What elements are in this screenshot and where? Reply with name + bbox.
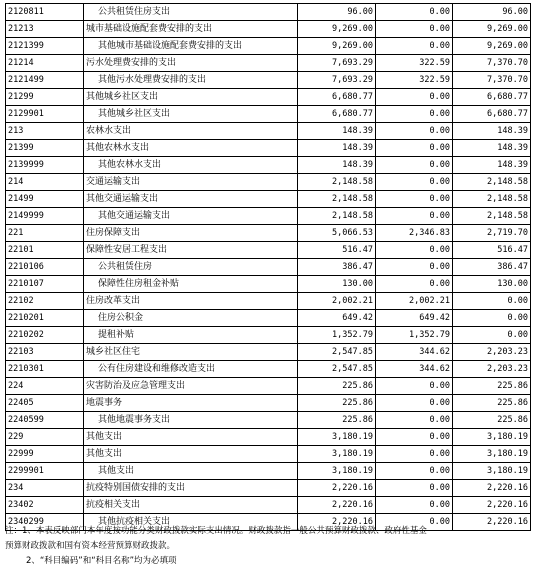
project-expenditure-cell: 516.47 bbox=[453, 242, 531, 259]
subject-name-cell: 其他农林水支出 bbox=[84, 140, 298, 157]
subject-code-cell: 21399 bbox=[6, 140, 84, 157]
subject-name-cell: 其他交通运输支出 bbox=[84, 191, 298, 208]
subject-name-cell: 其他城市基础设施配套费安排的支出 bbox=[84, 38, 298, 55]
basic-expenditure-cell: 0.00 bbox=[376, 123, 453, 140]
project-expenditure-cell: 225.86 bbox=[453, 412, 531, 429]
subject-code-cell: 22405 bbox=[6, 395, 84, 412]
subject-code-cell: 2340299 bbox=[6, 514, 84, 531]
total-amount-cell: 9,269.00 bbox=[298, 21, 376, 38]
table-row bbox=[6, 140, 531, 157]
subject-code-cell: 229 bbox=[6, 429, 84, 446]
project-expenditure-cell: 2,220.16 bbox=[453, 514, 531, 531]
subject-code-cell: 22101 bbox=[6, 242, 84, 259]
total-amount-cell: 2,002.21 bbox=[298, 293, 376, 310]
total-amount-cell: 5,066.53 bbox=[298, 225, 376, 242]
subject-code-cell: 22999 bbox=[6, 446, 84, 463]
expenditure-table bbox=[5, 3, 531, 531]
total-amount-cell: 148.39 bbox=[298, 123, 376, 140]
total-amount-cell: 225.86 bbox=[298, 395, 376, 412]
subject-code-cell: 234 bbox=[6, 480, 84, 497]
total-amount-cell: 3,180.19 bbox=[298, 463, 376, 480]
basic-expenditure-cell: 0.00 bbox=[376, 191, 453, 208]
project-expenditure-cell: 3,180.19 bbox=[453, 463, 531, 480]
basic-expenditure-cell: 0.00 bbox=[376, 429, 453, 446]
project-expenditure-cell: 225.86 bbox=[453, 395, 531, 412]
project-expenditure-cell: 386.47 bbox=[453, 259, 531, 276]
subject-code-cell: 23402 bbox=[6, 497, 84, 514]
total-amount-cell: 96.00 bbox=[298, 4, 376, 21]
subject-code-cell: 21213 bbox=[6, 21, 84, 38]
basic-expenditure-cell: 1,352.79 bbox=[376, 327, 453, 344]
subject-name-cell: 抗疫相关支出 bbox=[84, 497, 298, 514]
project-expenditure-cell: 2,148.58 bbox=[453, 208, 531, 225]
total-amount-cell: 6,680.77 bbox=[298, 89, 376, 106]
project-expenditure-cell: 7,370.70 bbox=[453, 55, 531, 72]
basic-expenditure-cell: 0.00 bbox=[376, 514, 453, 531]
table-row bbox=[6, 378, 531, 395]
project-expenditure-cell: 2,148.58 bbox=[453, 174, 531, 191]
total-amount-cell: 2,220.16 bbox=[298, 497, 376, 514]
table-body bbox=[6, 4, 531, 531]
subject-name-cell: 保障性安居工程支出 bbox=[84, 242, 298, 259]
total-amount-cell: 2,547.85 bbox=[298, 344, 376, 361]
total-amount-cell: 130.00 bbox=[298, 276, 376, 293]
project-expenditure-cell: 2,203.23 bbox=[453, 344, 531, 361]
basic-expenditure-cell: 0.00 bbox=[376, 4, 453, 21]
basic-expenditure-cell: 0.00 bbox=[376, 259, 453, 276]
project-expenditure-cell: 9,269.00 bbox=[453, 38, 531, 55]
total-amount-cell: 225.86 bbox=[298, 378, 376, 395]
subject-name-cell: 其他城乡社区支出 bbox=[84, 89, 298, 106]
subject-name-cell: 灾害防治及应急管理支出 bbox=[84, 378, 298, 395]
project-expenditure-cell: 0.00 bbox=[453, 327, 531, 344]
subject-name-cell: 公共租赁住房 bbox=[84, 259, 298, 276]
basic-expenditure-cell: 0.00 bbox=[376, 497, 453, 514]
table-row bbox=[6, 259, 531, 276]
total-amount-cell: 2,148.58 bbox=[298, 174, 376, 191]
subject-name-cell: 其他地震事务支出 bbox=[84, 412, 298, 429]
total-amount-cell: 7,693.29 bbox=[298, 72, 376, 89]
subject-code-cell: 2299901 bbox=[6, 463, 84, 480]
subject-code-cell: 214 bbox=[6, 174, 84, 191]
subject-name-cell: 其他农林水支出 bbox=[84, 157, 298, 174]
table-row bbox=[6, 497, 531, 514]
basic-expenditure-cell: 0.00 bbox=[376, 106, 453, 123]
table-row bbox=[6, 208, 531, 225]
project-expenditure-cell: 2,220.16 bbox=[453, 497, 531, 514]
basic-expenditure-cell: 0.00 bbox=[376, 480, 453, 497]
project-expenditure-cell: 3,180.19 bbox=[453, 446, 531, 463]
subject-name-cell: 污水处理费安排的支出 bbox=[84, 55, 298, 72]
subject-code-cell: 2121499 bbox=[6, 72, 84, 89]
basic-expenditure-cell: 649.42 bbox=[376, 310, 453, 327]
basic-expenditure-cell: 0.00 bbox=[376, 89, 453, 106]
note-line-2: 预算财政拨款和国有资本经营预算财政拨款。 bbox=[5, 541, 176, 551]
subject-name-cell: 城市基础设施配套费安排的支出 bbox=[84, 21, 298, 38]
table-row bbox=[6, 327, 531, 344]
basic-expenditure-cell: 344.62 bbox=[376, 344, 453, 361]
subject-code-cell: 22103 bbox=[6, 344, 84, 361]
subject-name-cell: 保障性住房租金补贴 bbox=[84, 276, 298, 293]
subject-code-cell: 2210201 bbox=[6, 310, 84, 327]
basic-expenditure-cell: 0.00 bbox=[376, 463, 453, 480]
table-row bbox=[6, 361, 531, 378]
project-expenditure-cell: 148.39 bbox=[453, 123, 531, 140]
table-row bbox=[6, 123, 531, 140]
table-row bbox=[6, 89, 531, 106]
subject-code-cell: 22102 bbox=[6, 293, 84, 310]
table-row bbox=[6, 412, 531, 429]
table-notes bbox=[5, 524, 531, 569]
table-row bbox=[6, 225, 531, 242]
total-amount-cell: 2,220.16 bbox=[298, 514, 376, 531]
project-expenditure-cell: 9,269.00 bbox=[453, 21, 531, 38]
total-amount-cell: 386.47 bbox=[298, 259, 376, 276]
project-expenditure-cell: 2,719.70 bbox=[453, 225, 531, 242]
basic-expenditure-cell: 2,346.83 bbox=[376, 225, 453, 242]
subject-code-cell: 21299 bbox=[6, 89, 84, 106]
table-row bbox=[6, 21, 531, 38]
subject-code-cell: 213 bbox=[6, 123, 84, 140]
table-row bbox=[6, 429, 531, 446]
basic-expenditure-cell: 0.00 bbox=[376, 446, 453, 463]
subject-name-cell: 其他支出 bbox=[84, 429, 298, 446]
total-amount-cell: 1,352.79 bbox=[298, 327, 376, 344]
subject-code-cell: 224 bbox=[6, 378, 84, 395]
total-amount-cell: 2,148.58 bbox=[298, 191, 376, 208]
total-amount-cell: 2,547.85 bbox=[298, 361, 376, 378]
table-row bbox=[6, 55, 531, 72]
project-expenditure-cell: 148.39 bbox=[453, 157, 531, 174]
subject-name-cell: 其他污水处理费安排的支出 bbox=[84, 72, 298, 89]
subject-name-cell: 住房改革支出 bbox=[84, 293, 298, 310]
subject-name-cell: 其他支出 bbox=[84, 463, 298, 480]
subject-name-cell: 交通运输支出 bbox=[84, 174, 298, 191]
subject-name-cell: 其他抗疫相关支出 bbox=[84, 514, 298, 531]
table-row bbox=[6, 395, 531, 412]
total-amount-cell: 3,180.19 bbox=[298, 446, 376, 463]
table-row bbox=[6, 463, 531, 480]
basic-expenditure-cell: 0.00 bbox=[376, 242, 453, 259]
subject-name-cell: 公共租赁住房支出 bbox=[84, 4, 298, 21]
project-expenditure-cell: 6,680.77 bbox=[453, 106, 531, 123]
project-expenditure-cell: 2,220.16 bbox=[453, 480, 531, 497]
project-expenditure-cell: 2,148.58 bbox=[453, 191, 531, 208]
subject-name-cell: 提租补贴 bbox=[84, 327, 298, 344]
table-row bbox=[6, 293, 531, 310]
total-amount-cell: 9,269.00 bbox=[298, 38, 376, 55]
basic-expenditure-cell: 0.00 bbox=[376, 21, 453, 38]
note-line-3: 2、“科目编码”和“科目名称”均为必填项 bbox=[26, 556, 177, 566]
table-row bbox=[6, 72, 531, 89]
subject-name-cell: 其他交通运输支出 bbox=[84, 208, 298, 225]
basic-expenditure-cell: 0.00 bbox=[376, 140, 453, 157]
total-amount-cell: 3,180.19 bbox=[298, 429, 376, 446]
subject-code-cell: 2210107 bbox=[6, 276, 84, 293]
table-row bbox=[6, 446, 531, 463]
basic-expenditure-cell: 2,002.21 bbox=[376, 293, 453, 310]
subject-code-cell: 2149999 bbox=[6, 208, 84, 225]
table-row bbox=[6, 276, 531, 293]
subject-name-cell: 抗疫特别国债安排的支出 bbox=[84, 480, 298, 497]
basic-expenditure-cell: 344.62 bbox=[376, 361, 453, 378]
subject-name-cell: 地震事务 bbox=[84, 395, 298, 412]
project-expenditure-cell: 225.86 bbox=[453, 378, 531, 395]
subject-name-cell: 其他城乡社区支出 bbox=[84, 106, 298, 123]
subject-name-cell: 住房公积金 bbox=[84, 310, 298, 327]
basic-expenditure-cell: 0.00 bbox=[376, 395, 453, 412]
total-amount-cell: 2,148.58 bbox=[298, 208, 376, 225]
expenditure-table-container bbox=[5, 3, 530, 531]
project-expenditure-cell: 148.39 bbox=[453, 140, 531, 157]
project-expenditure-cell: 130.00 bbox=[453, 276, 531, 293]
total-amount-cell: 6,680.77 bbox=[298, 106, 376, 123]
table-row bbox=[6, 174, 531, 191]
total-amount-cell: 516.47 bbox=[298, 242, 376, 259]
project-expenditure-cell: 0.00 bbox=[453, 310, 531, 327]
subject-name-cell: 其他支出 bbox=[84, 446, 298, 463]
table-row bbox=[6, 191, 531, 208]
subject-name-cell: 农林水支出 bbox=[84, 123, 298, 140]
total-amount-cell: 225.86 bbox=[298, 412, 376, 429]
total-amount-cell: 649.42 bbox=[298, 310, 376, 327]
project-expenditure-cell: 6,680.77 bbox=[453, 89, 531, 106]
project-expenditure-cell: 7,370.70 bbox=[453, 72, 531, 89]
subject-name-cell: 住房保障支出 bbox=[84, 225, 298, 242]
table-row bbox=[6, 310, 531, 327]
basic-expenditure-cell: 0.00 bbox=[376, 157, 453, 174]
subject-code-cell: 2210106 bbox=[6, 259, 84, 276]
table-row bbox=[6, 38, 531, 55]
table-row bbox=[6, 344, 531, 361]
basic-expenditure-cell: 322.59 bbox=[376, 55, 453, 72]
subject-code-cell: 2120811 bbox=[6, 4, 84, 21]
table-row bbox=[6, 157, 531, 174]
total-amount-cell: 148.39 bbox=[298, 157, 376, 174]
table-row bbox=[6, 4, 531, 21]
subject-code-cell: 2240599 bbox=[6, 412, 84, 429]
project-expenditure-cell: 3,180.19 bbox=[453, 429, 531, 446]
subject-name-cell: 城乡社区住宅 bbox=[84, 344, 298, 361]
project-expenditure-cell: 96.00 bbox=[453, 4, 531, 21]
basic-expenditure-cell: 0.00 bbox=[376, 174, 453, 191]
basic-expenditure-cell: 0.00 bbox=[376, 412, 453, 429]
note-line-1: 注：1、本表反映部门本年度按功能分类财政拨款实际支出情况。财政拨款指一般公共预算财政拨款、政府性基金 bbox=[5, 526, 427, 536]
subject-code-cell: 2139999 bbox=[6, 157, 84, 174]
subject-code-cell: 2121399 bbox=[6, 38, 84, 55]
subject-code-cell: 221 bbox=[6, 225, 84, 242]
subject-name-cell: 公有住房建设和维修改造支出 bbox=[84, 361, 298, 378]
basic-expenditure-cell: 0.00 bbox=[376, 208, 453, 225]
project-expenditure-cell: 2,203.23 bbox=[453, 361, 531, 378]
total-amount-cell: 2,220.16 bbox=[298, 480, 376, 497]
subject-code-cell: 21499 bbox=[6, 191, 84, 208]
subject-code-cell: 21214 bbox=[6, 55, 84, 72]
table-row bbox=[6, 106, 531, 123]
subject-code-cell: 2129901 bbox=[6, 106, 84, 123]
basic-expenditure-cell: 0.00 bbox=[376, 38, 453, 55]
total-amount-cell: 7,693.29 bbox=[298, 55, 376, 72]
basic-expenditure-cell: 0.00 bbox=[376, 276, 453, 293]
table-row bbox=[6, 242, 531, 259]
table-row bbox=[6, 480, 531, 497]
total-amount-cell: 148.39 bbox=[298, 140, 376, 157]
project-expenditure-cell: 0.00 bbox=[453, 293, 531, 310]
basic-expenditure-cell: 322.59 bbox=[376, 72, 453, 89]
basic-expenditure-cell: 0.00 bbox=[376, 378, 453, 395]
subject-code-cell: 2210301 bbox=[6, 361, 84, 378]
subject-code-cell: 2210202 bbox=[6, 327, 84, 344]
